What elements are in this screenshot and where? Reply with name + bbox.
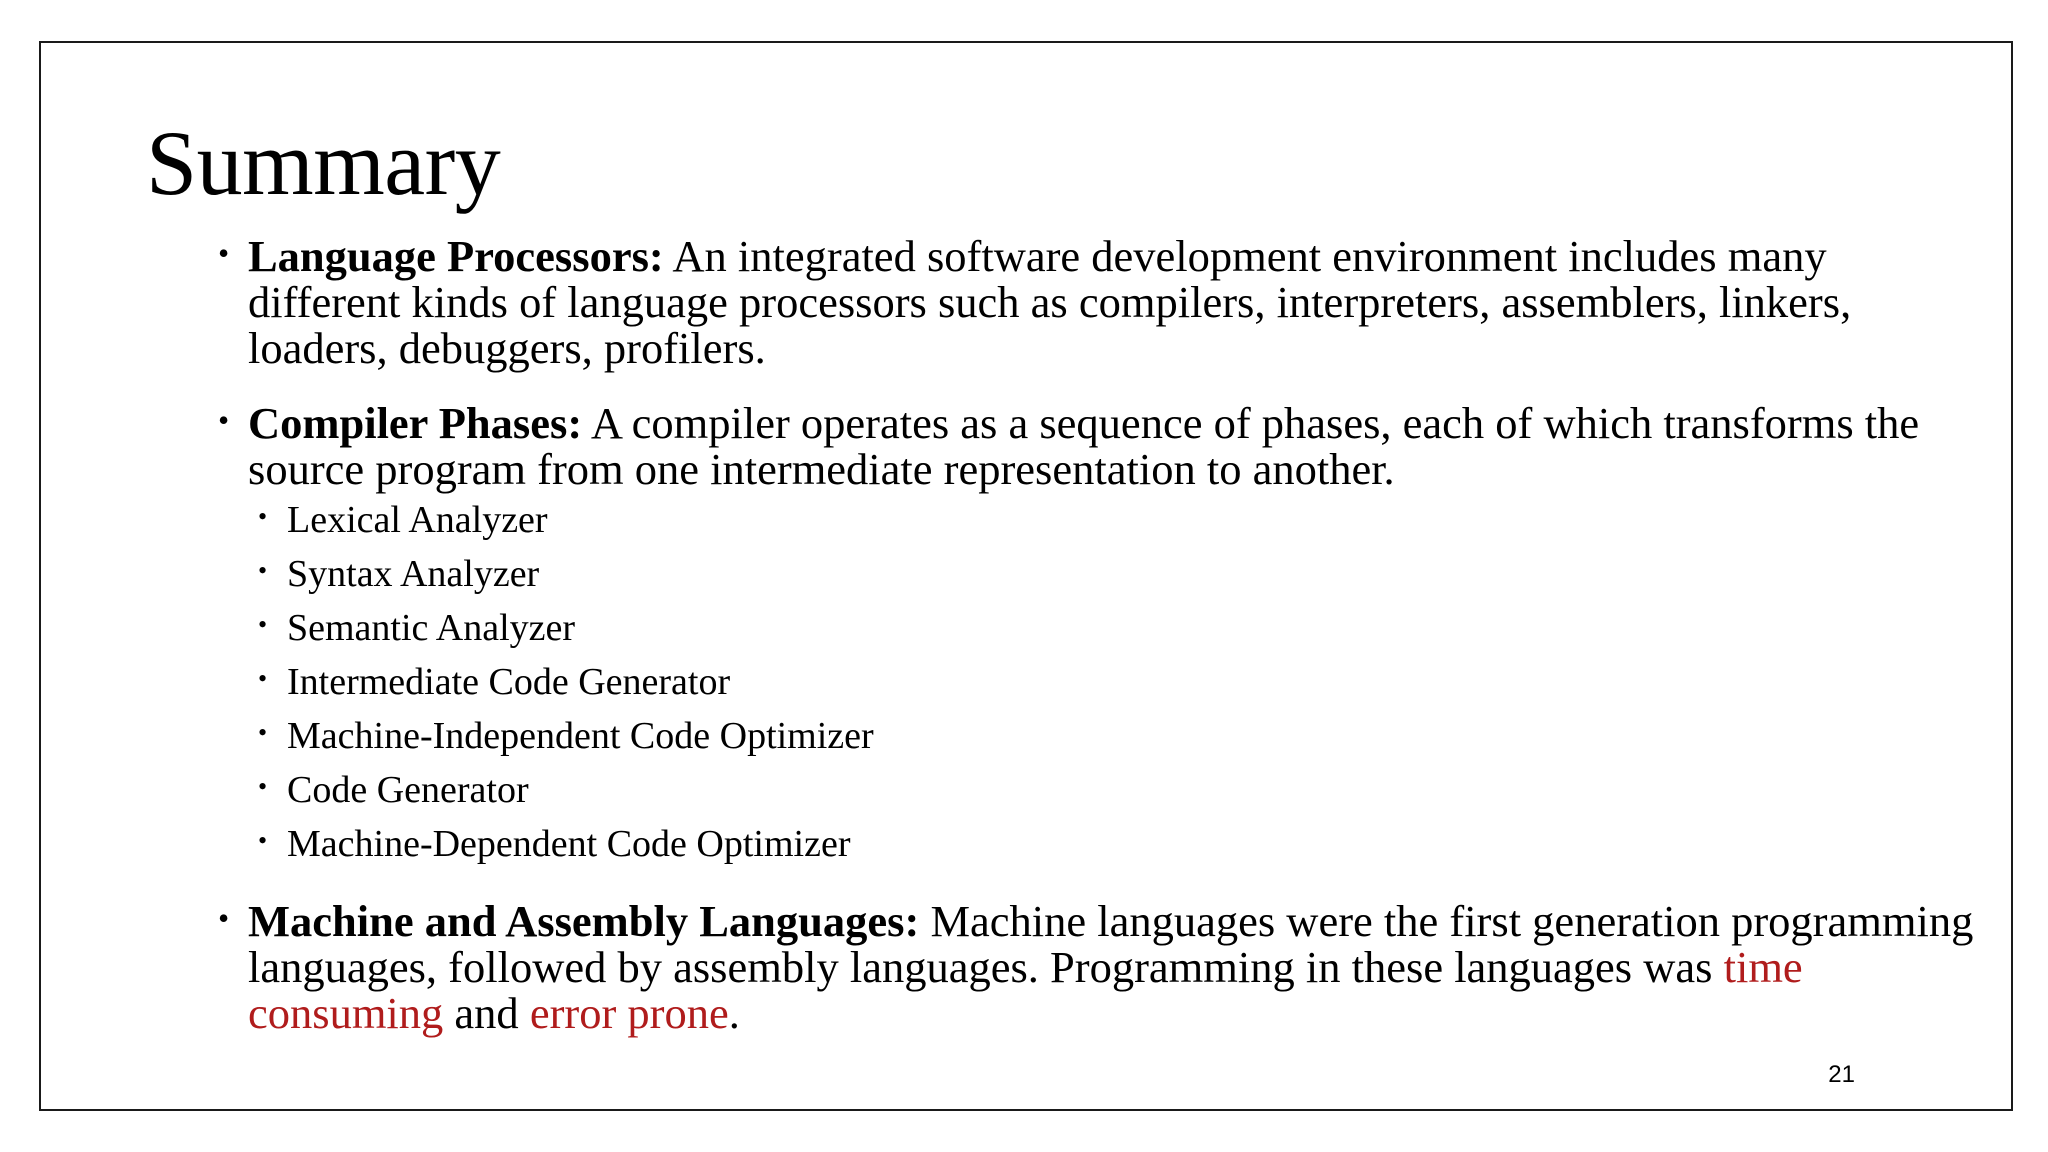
bullet-dot-icon: • (258, 502, 268, 531)
page-number: 21 (1828, 1061, 1855, 1088)
bullet-text: and (443, 988, 530, 1038)
bullet-dot-icon: • (258, 772, 268, 801)
list-item (258, 709, 874, 763)
phase-label: Semantic Analyzer (287, 607, 576, 649)
bullet-dot-icon: • (218, 402, 230, 438)
bullet-text: An integrated software development environment includes many different kinds of language processors such as compilers, interpreters, assemblers, linkers, loaders, debuggers, profilers. (248, 231, 1852, 373)
bullet-dot-icon: • (258, 610, 268, 639)
list-item (258, 763, 874, 817)
list-item (258, 655, 874, 709)
list-item (258, 493, 874, 547)
phase-label: Intermediate Code Generator (287, 661, 731, 703)
bullet-machine-assembly-languages (218, 896, 1988, 1038)
bullet-dot-icon: • (258, 556, 268, 585)
highlight-error-prone: error prone (529, 988, 729, 1038)
bullet-dot-icon: • (218, 235, 230, 271)
slide (39, 41, 2013, 1111)
bullet-compiler-phases (218, 398, 1988, 494)
bullet-heading: Compiler Phases: (248, 398, 583, 448)
bullet-dot-icon: • (218, 900, 230, 936)
list-item (258, 817, 874, 871)
phase-label: Syntax Analyzer (287, 553, 540, 595)
bullet-heading: Language Processors: (248, 231, 664, 281)
bullet-dot-icon: • (258, 718, 268, 747)
phase-label: Lexical Analyzer (287, 499, 548, 541)
compiler-phases-list (258, 493, 874, 871)
phase-label: Machine-Dependent Code Optimizer (287, 823, 851, 865)
bullet-text: Machine languages were the first generation programming languages, followed by assembly languages. Programming in these languages was (248, 896, 1974, 992)
bullet-text: A compiler operates as a sequence of phases, each of which transforms the source program from one intermediate representation to another. (248, 398, 1920, 494)
phase-label: Machine-Independent Code Optimizer (287, 715, 874, 757)
bullet-heading: Machine and Assembly Languages: (248, 896, 920, 946)
bullet-text: . (728, 988, 740, 1038)
bullet-dot-icon: • (258, 826, 268, 855)
bullet-language-processors (218, 231, 1988, 373)
list-item (258, 601, 874, 655)
slide-title: Summary (146, 112, 501, 214)
list-item (258, 547, 874, 601)
phase-label: Code Generator (287, 769, 529, 811)
highlight-time-consuming: time consuming (248, 942, 1803, 1038)
bullet-dot-icon: • (258, 664, 268, 693)
